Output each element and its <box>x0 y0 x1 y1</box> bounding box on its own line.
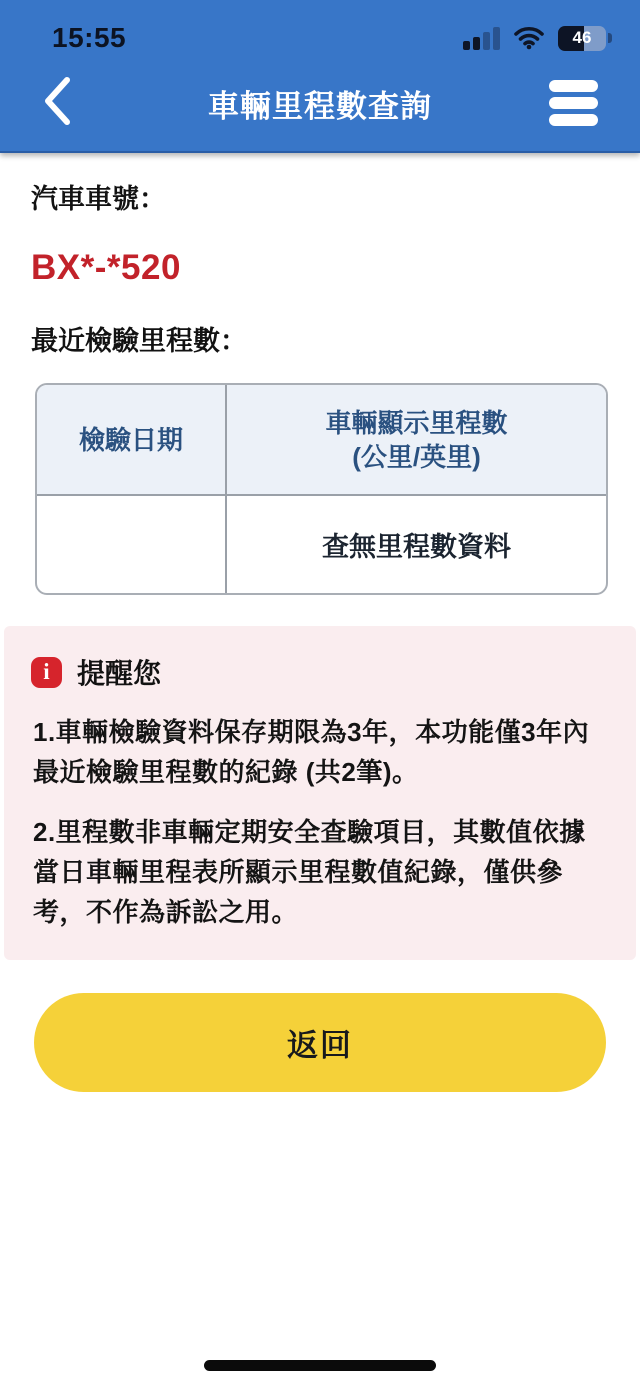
battery-percent: 46 <box>572 28 592 47</box>
main-content <box>0 183 640 1092</box>
plate-label: 汽車車號： <box>31 184 166 214</box>
notice-box <box>4 626 636 960</box>
notice-item-2: 2.里程數非車輛定期安全查驗項目，其數值依據當日車輛里程表所顯示里程數值紀錄，僅供參考，不作為訴訟之用。 <box>33 817 586 927</box>
status-icons <box>463 26 612 51</box>
table-header-inspection-date: 檢驗日期 <box>37 385 227 496</box>
cellular-signal-icon <box>463 26 500 50</box>
notice-title: 提醒您 <box>77 658 162 689</box>
table-cell-date <box>37 496 227 593</box>
mileage-section-label: 最近檢驗里程數： <box>31 326 247 356</box>
page-title: 車輛里程數查詢 <box>208 88 432 124</box>
status-time: 15:55 <box>52 22 127 53</box>
battery-icon <box>558 26 612 51</box>
info-icon: i <box>31 657 62 688</box>
table-header-displayed-mileage: 車輛顯示里程數 (公里/英里) <box>227 385 606 496</box>
return-button[interactable]: 返回 <box>34 993 606 1092</box>
wifi-icon <box>514 26 544 50</box>
mileage-table <box>35 383 608 595</box>
app-header <box>0 0 640 153</box>
table-cell-no-data: 查無里程數資料 <box>322 532 511 562</box>
notice-item-1: 1.車輛檢驗資料保存期限為3年，本功能僅3年內最近檢驗里程數的紀錄 (共2筆)。 <box>33 717 590 787</box>
status-bar <box>0 0 640 62</box>
plate-value: BX*-*520 <box>31 248 181 287</box>
menu-button[interactable] <box>549 80 598 126</box>
home-indicator[interactable] <box>204 1360 436 1371</box>
nav-bar <box>0 62 640 151</box>
chevron-left-icon <box>42 75 72 130</box>
notice-header <box>31 652 608 692</box>
hamburger-menu-icon <box>549 80 598 92</box>
back-button[interactable] <box>42 77 78 129</box>
